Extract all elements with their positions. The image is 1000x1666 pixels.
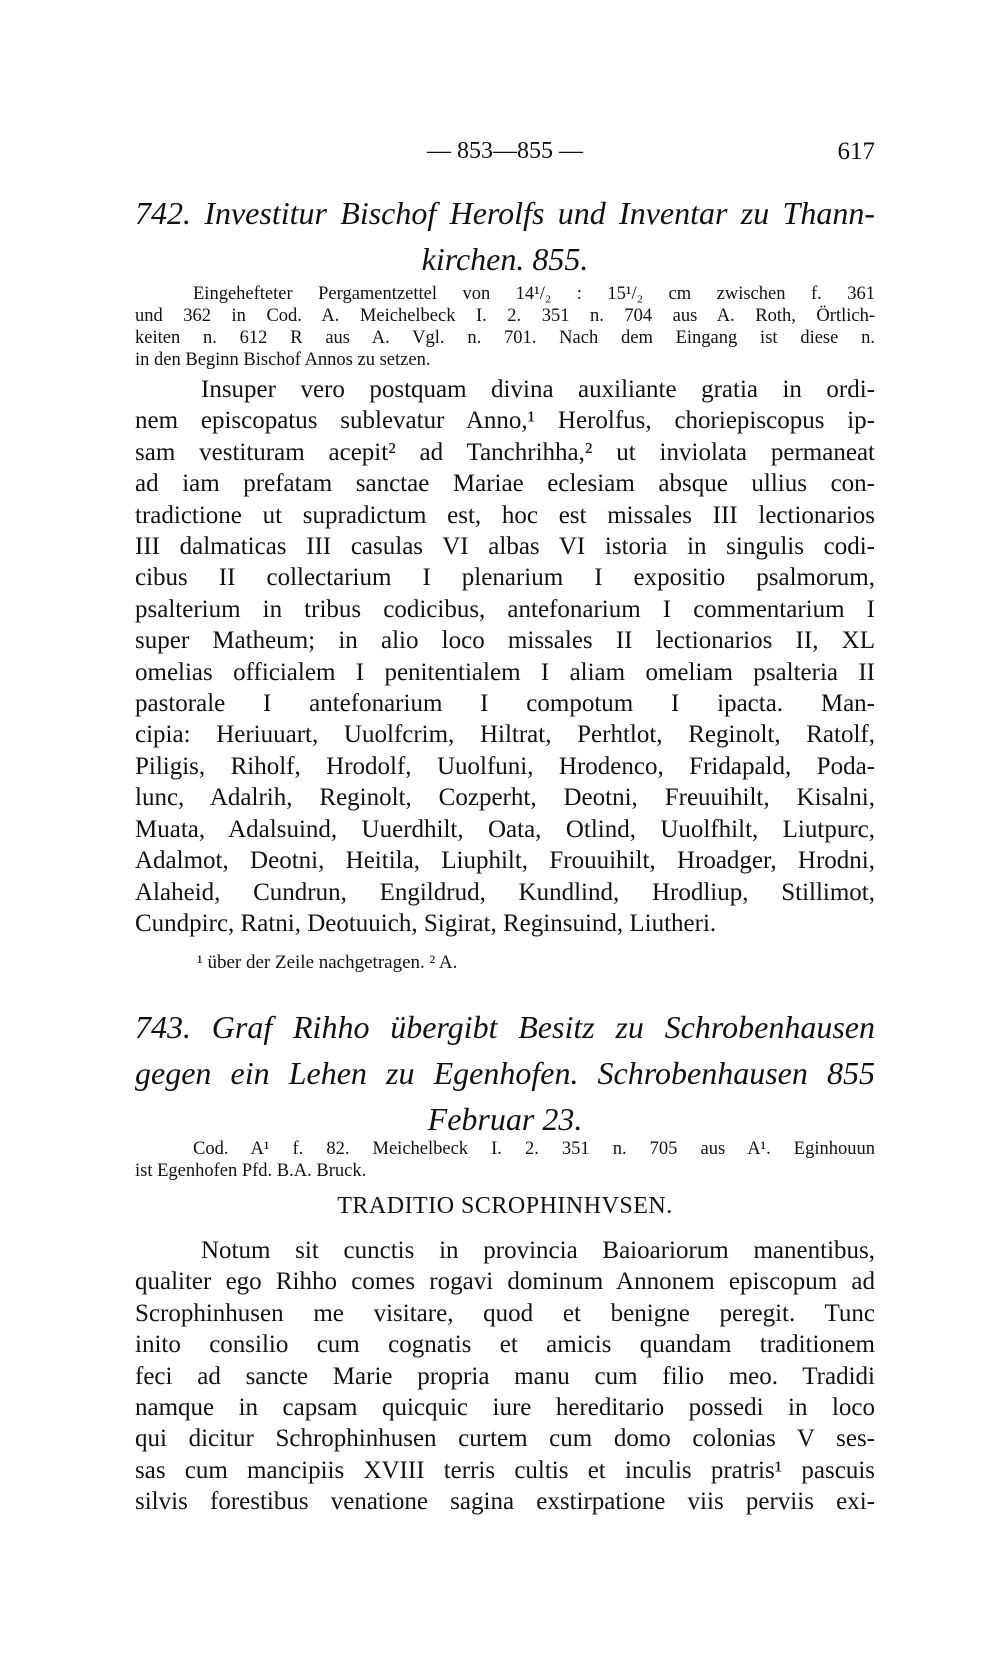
doc-743-title [135,1004,875,1142]
note-line: ist Egenhofen Pfd. B.A. Bruck. [135,1161,367,1181]
text-line: tradictione ut supradictum est, hoc est missales III lectionarios [135,501,875,529]
note-line: keiten n. 612 R aus A. Vgl. n. 701. Nach dem Eingang ist diese n. [135,328,875,348]
text-line: cibus II collectarium I plenarium I expositio psalmorum, [135,564,875,592]
text-line: Insuper vero postquam divina auxiliante gratia in ordi- [201,376,875,403]
text-line: sas cum mancipiis XVIII terris cultis et inculis pratris¹ pascuis [135,1456,875,1484]
doc-742-footnotes: ¹ über der Zeile nachgetragen. ² A. [197,952,458,973]
page-range: — 853—855 — [427,138,583,164]
page-number: 617 [837,138,875,165]
doc-742-source-note [135,283,875,371]
text-line: qui dicitur Schrophinhusen curtem cum domo colonias V ses- [135,1425,875,1453]
text-line: Cundpirc, Ratni, Deotuuich, Sigirat, Reginsuind, Liutheri. [135,909,717,937]
text-line: ad iam prefatam sanctae Mariae eclesiam absque ullius con- [135,470,875,498]
text-line: Muata, Adalsuind, Uuerdhilt, Oata, Otlind, Uuolfhilt, Liutpurc, [135,815,875,843]
note-line: Eingehefteter Pergamentzettel von 14¹/₂ : 15¹/₂ cm zwischen f. 361 [193,284,875,304]
text-line: sam vestituram acepit² ad Tanchrihha,² ut inviolata permaneat [135,438,875,466]
text-line: namque in capsam quicquic iure hereditario possedi in loco [135,1394,875,1422]
text-line: inito consilio cum cognatis et amicis quandam traditionem [135,1331,875,1359]
text-line: Notum sit cunctis in provincia Baioariorum manentibus, [201,1237,875,1264]
text-line: super Matheum; in alio loco missales II lectionarios II, XL [135,627,875,655]
title-line: kirchen. 855. [421,241,589,277]
title-line: gegen ein Lehen zu Egenhofen. Schrobenhausen 855 [135,1055,875,1091]
text-line: Piligis, Riholf, Hrodolf, Uuolfuni, Hrodenco, Fridapald, Poda- [135,752,875,780]
text-line: silvis forestibus venatione sagina exstirpatione viis perviis exi- [135,1488,875,1516]
doc-743-heading: TRADITIO SCROPHINHVSEN. [337,1193,673,1219]
text-line: III dalmaticas III casulas VI albas VI istoria in singulis codi- [135,533,875,561]
text-line: cipia: Heriuuart, Uuolfcrim, Hiltrat, Perhtlot, Reginolt, Ratolf, [135,721,875,749]
note-line: und 362 in Cod. A. Meichelbeck I. 2. 351 n. 704 aus A. Roth, Örtlich- [135,306,875,326]
text-line: Adalmot, Deotni, Heitila, Liuphilt, Frouuihilt, Hroadger, Hrodni, [135,847,875,875]
note-line: Cod. A¹ f. 82. Meichelbeck I. 2. 351 n. 705 aus A¹. Eginhouun [193,1139,875,1159]
title-line: Februar 23. [427,1101,583,1137]
text-line: nem episcopatus sublevatur Anno,¹ Herolfus, choriepiscopus ip- [135,407,875,435]
doc-742-title [135,190,875,282]
text-line: qualiter ego Rihho comes rogavi dominum Annonem episcopum ad [135,1268,875,1296]
text-line: pastorale I antefonarium I compotum I ipacta. Man- [135,690,875,718]
text-line: psalterium in tribus codicibus, antefonarium I commentarium I [135,595,875,623]
title-line: 742. Investitur Bischof Herolfs und Inventar zu Thann- [135,195,875,231]
text-line: Alaheid, Cundrun, Engildrud, Kundlind, Hrodliup, Stillimot, [135,878,875,906]
doc-743-source-note [135,1138,875,1182]
text-line: Scrophinhusen me visitare, quod et benigne peregit. Tunc [135,1299,875,1327]
doc-743-text [135,1235,875,1518]
text-line: lunc, Adalrih, Reginolt, Cozperht, Deotni, Freuuihilt, Kisalni, [135,784,875,812]
text-line: feci ad sancte Marie propria manu cum filio meo. Tradidi [135,1362,875,1390]
running-head [135,138,875,174]
text-line: omelias officialem I penitentialem I aliam omeliam psalteria II [135,658,875,686]
doc-742-text [135,374,875,939]
title-line: 743. Graf Rihho übergibt Besitz zu Schrobenhausen [135,1009,875,1045]
note-line: in den Beginn Bischof Annos zu setzen. [135,350,431,370]
